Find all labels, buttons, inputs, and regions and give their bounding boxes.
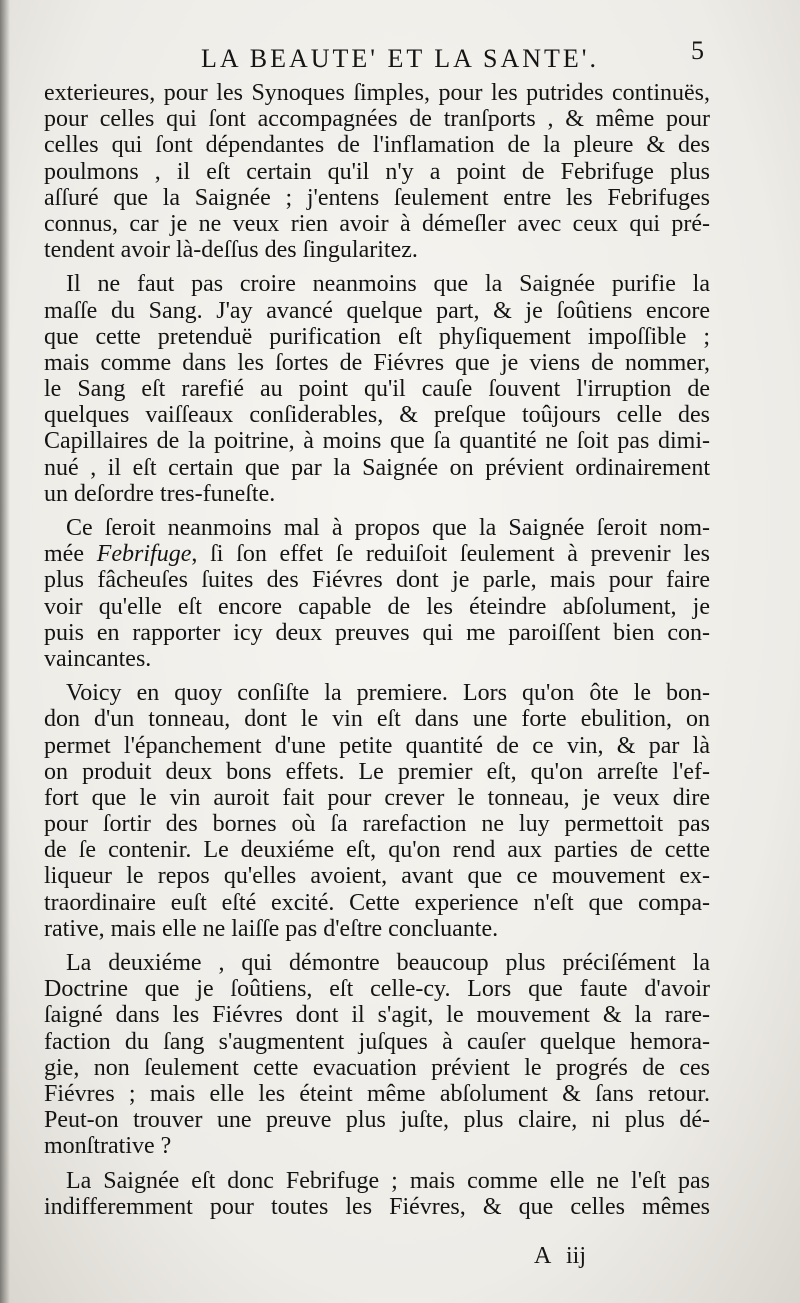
- paragraph: [44, 680, 710, 942]
- text-line: pour celles qui ſont accompagnées de tranſports , & même pour: [44, 106, 710, 133]
- text-line: permet l'épanchement d'une petite quantité de ce vin, & par là: [44, 732, 710, 759]
- text-line: don d'un tonneau, dont le vin eſt dans une forte ebulition, on: [44, 706, 710, 733]
- text-line: vaincantes.: [44, 645, 152, 672]
- text-line: Capillaires de la poitrine, à moins que ſa quantité ne ſoit pas dimi-: [44, 428, 710, 455]
- text-line: La Saignée eſt donc Febrifuge ; mais comme elle ne l'eſt pas: [66, 1167, 710, 1194]
- text-line: aſſuré que la Saignée ; j'entens ſeulement entre les Febrifuges: [44, 184, 710, 211]
- running-title: LA BEAUTE' ET LA SANTE'.: [201, 44, 599, 73]
- italic-term: Febrifuge: [96, 541, 192, 568]
- paragraph: [44, 515, 710, 672]
- text-line: voir qu'elle eſt encore capable de les éteindre abſolument, je: [44, 593, 710, 620]
- text-line: tendent avoir là-deſſus des ſingularitez.: [44, 237, 418, 264]
- text-line: Ce ſeroit neanmoins mal à propos que la Saignée ſeroit nom-: [66, 515, 710, 541]
- text-line: rative, mais elle ne laiſſe pas d'eſtre concluante.: [44, 915, 499, 942]
- paragraph: [44, 80, 710, 263]
- paragraph: [44, 271, 710, 507]
- text-line: que cette pretenduë purification eſt phyſiquement impoſſible ;: [44, 323, 710, 350]
- text-line: connus, car je ne veux rien avoir à démeſler avec ceux qui pré-: [44, 210, 710, 237]
- paragraph-gap: [44, 263, 710, 271]
- binding-shadow: [0, 0, 10, 1303]
- text-line: La deuxiéme , qui démontre beaucoup plus préciſément la: [66, 950, 710, 976]
- text-line: ſaigné dans les Fiévres dont il s'agit, le mouvement & la rare-: [44, 1002, 710, 1029]
- text-line: Peut-on trouver une preuve plus juſte, plus claire, ni plus dé-: [44, 1107, 710, 1134]
- paragraph-gap: [44, 1160, 710, 1168]
- text-line: gie, non ſeulement cette evacuation prévient le progrés de ces: [44, 1054, 710, 1081]
- text-line: faction du ſang s'augmentent juſques à cauſer quelque hemora-: [44, 1028, 710, 1055]
- text-line: Doctrine que je ſoûtiens, eſt celle-cy. Lors que faute d'avoir: [44, 976, 710, 1003]
- paragraph-gap: [44, 942, 710, 950]
- text-line: mais comme dans les ſortes de Fiévres que je viens de nommer,: [44, 349, 710, 376]
- text-line: le Sang eſt rarefié au point qu'il cauſe ſouvent l'irruption de: [44, 376, 710, 403]
- text-line: fort que le vin auroit fait pour crever le tonneau, je veux dire: [44, 784, 710, 811]
- text-line: poulmons , il eſt certain qu'il n'y a point de Febrifuge plus: [44, 158, 710, 185]
- text-line: liqueur le repos qu'elles avoient, avant que ce mouvement ex-: [44, 863, 710, 890]
- text-line: puis en rapporter icy deux preuves qui me paroiſſent bien con-: [44, 619, 710, 646]
- text-line: indifferemment pour toutes les Fiévres, & que celles mêmes: [44, 1193, 710, 1220]
- paragraph: [44, 1168, 710, 1220]
- text-line: Voicy en quoy conſiſte la premiere. Lors qu'on ôte le bon-: [66, 680, 710, 707]
- signature-mark: A iij: [534, 1243, 587, 1269]
- text-line: pour ſortir des bornes où ſa rarefaction ne luy permettoit pas: [44, 811, 710, 838]
- text-line: maſſe du Sang. J'ay avancé quelque part, & je ſoûtiens encore: [44, 297, 710, 324]
- text-line: exterieures, pour les Synoques ſimples, pour les putrides continuës,: [44, 80, 710, 106]
- text-line: Fiévres ; mais elle les éteint même abſolument & ſans retour.: [44, 1080, 710, 1107]
- text-line: monſtrative ?: [44, 1133, 172, 1160]
- text-line: de ſe contenir. Le deuxiéme eſt, qu'on rend aux parties de cette: [44, 837, 710, 864]
- paragraph: [44, 950, 710, 1160]
- text-line: nué , il eſt certain que par la Saignée on prévient ordinairement: [44, 454, 710, 481]
- page-number: 5: [691, 36, 704, 65]
- paragraph-gap: [44, 507, 710, 515]
- text-line: traordinaire euſt eſté excité. Cette experience n'eſt que compa-: [44, 889, 710, 916]
- text-line: Il ne faut pas croire neanmoins que la Saignée purifie la: [66, 271, 710, 298]
- paragraph-gap: [44, 672, 710, 680]
- text-line: plus fâcheuſes ſuites des Fiévres dont je parle, mais pour faire: [44, 567, 710, 594]
- text-line: celles qui ſont dépendantes de l'inflamation de la pleure & des: [44, 132, 710, 159]
- text-line: mée Febrifuge, ſi ſon effet ſe reduiſoit ſeulement à prevenir les: [44, 541, 711, 568]
- text-line: un deſordre tres-funeſte.: [44, 480, 276, 507]
- text-line: quelques vaiſſeaux conſiderables, & preſque toûjours celle des: [44, 402, 710, 429]
- body-text: [44, 80, 710, 1220]
- text-line: on produit deux bons effets. Le premier eſt, qu'on arreſte l'ef-: [44, 758, 710, 785]
